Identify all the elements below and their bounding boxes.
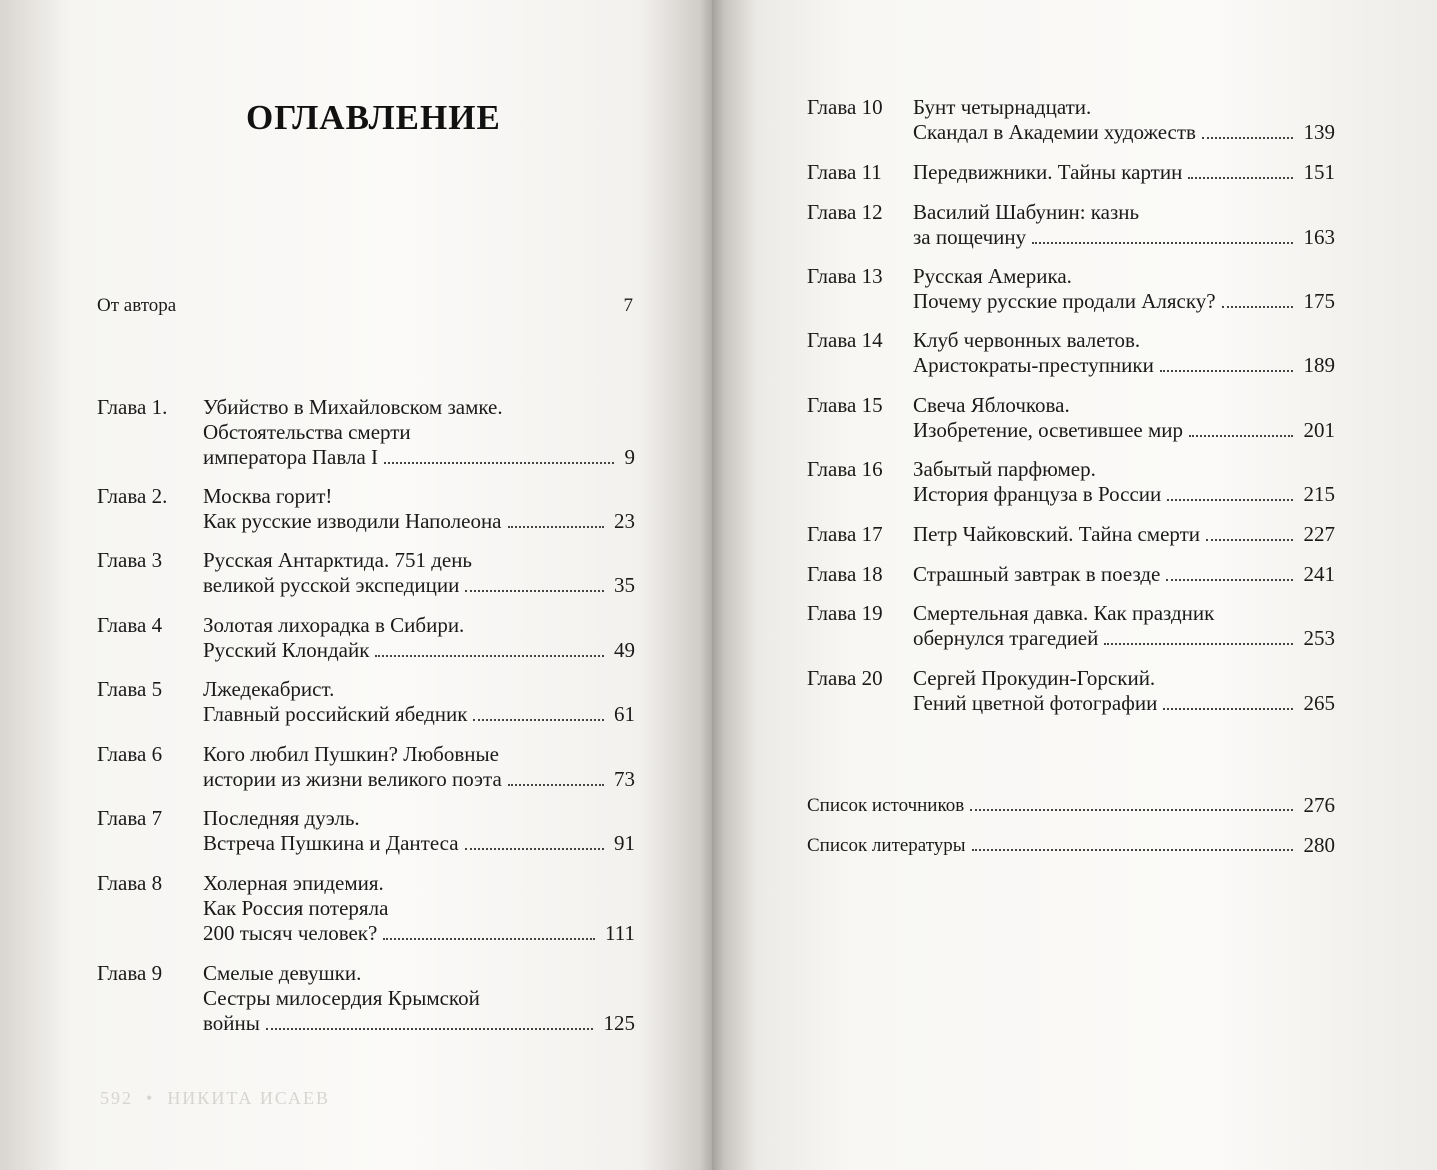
author-entry-page: 7 — [623, 295, 633, 316]
dot-leader — [384, 462, 614, 464]
chapter-title-line: Свеча Яблочкова. — [913, 393, 1070, 417]
chapter-number: Глава 10 — [807, 95, 883, 119]
chapter-number: Глава 14 — [807, 328, 883, 352]
toc-entry — [97, 484, 635, 534]
back-matter-label: Список источников — [807, 793, 1293, 818]
chapter-title-line: Убийство в Михайловском замке. — [203, 395, 503, 419]
toc-entry — [807, 562, 1335, 587]
chapter-page-number: 125 — [603, 1011, 635, 1035]
chapter-number: Глава 5 — [97, 677, 163, 701]
chapter-title-line: Изобретение, осветившее мир — [913, 418, 1293, 443]
chapter-page-number: 253 — [1303, 626, 1335, 650]
chapter-number: Глава 20 — [807, 666, 883, 690]
toc-entry — [807, 95, 1335, 145]
chapter-title-line: Смелые девушки. — [203, 961, 362, 985]
dot-leader — [473, 719, 604, 721]
chapter-title-line: Гений цветной фотографии — [913, 691, 1293, 716]
chapter-page-number: 163 — [1303, 225, 1335, 249]
book-spine — [700, 0, 724, 1170]
chapter-title-line: Забытый парфюмер. — [913, 457, 1096, 481]
chapter-title-line: Главный российский ябедник — [203, 702, 604, 727]
back-matter-page: 280 — [1303, 833, 1335, 857]
dot-leader — [383, 938, 595, 940]
author-entry-label: От автора — [97, 295, 177, 316]
chapter-title-line: Бунт четырнадцати. — [913, 95, 1092, 119]
chapter-title-line: История француза в России — [913, 482, 1293, 507]
chapter-title-line: Сергей Прокудин-Горский. — [913, 666, 1156, 690]
chapter-title-line: Русский Клондайк — [203, 638, 604, 663]
chapter-title-line: Москва горит! — [203, 484, 333, 508]
chapter-title-line: Обстоятельства смерти — [203, 420, 411, 444]
chapter-title-line: истории из жизни великого поэта — [203, 767, 604, 792]
chapter-page-number: 189 — [1303, 353, 1335, 377]
toc-title: ОГЛАВЛЕНИЕ — [246, 98, 501, 137]
dot-leader — [508, 784, 604, 786]
chapter-page-number: 35 — [614, 573, 635, 597]
dot-leader — [1222, 306, 1293, 308]
chapter-title-line: Встреча Пушкина и Дантеса — [203, 831, 604, 856]
chapter-title-line: императора Павла I — [203, 445, 614, 470]
footer-author: НИКИТА ИСАЕВ — [167, 1088, 331, 1108]
chapter-number: Глава 15 — [807, 393, 883, 417]
chapter-title-line: Смертельная давка. Как праздник — [913, 601, 1215, 625]
left-page — [0, 0, 712, 1170]
toc-entry — [97, 548, 635, 598]
chapter-title-line: Как Россия потеряла — [203, 896, 389, 920]
chapter-page-number: 9 — [624, 445, 635, 469]
dot-leader — [1188, 177, 1293, 179]
chapter-number: Глава 6 — [97, 742, 163, 766]
chapter-page-number: 175 — [1303, 289, 1335, 313]
chapter-title-line: Петр Чайковский. Тайна смерти — [913, 522, 1293, 547]
chapter-number: Глава 7 — [97, 806, 163, 830]
chapter-title-line: Аристократы-преступники — [913, 353, 1293, 378]
chapter-page-number: 265 — [1303, 691, 1335, 715]
toc-entry — [807, 264, 1335, 314]
chapter-title-line: Как русские изводили Наполеона — [203, 509, 604, 534]
chapter-title-line: обернулся трагедией — [913, 626, 1293, 651]
toc-entry — [97, 871, 635, 946]
toc-entry — [807, 200, 1335, 250]
chapter-number: Глава 11 — [807, 160, 882, 184]
chapter-number: Глава 16 — [807, 457, 883, 481]
dot-leader — [266, 1028, 593, 1030]
chapter-title-line: Холерная эпидемия. — [203, 871, 384, 895]
chapter-title-line: Последняя дуэль. — [203, 806, 360, 830]
chapter-title-line: Золотая лихорадка в Сибири. — [203, 613, 465, 637]
chapter-title-line: великой русской экспедиции — [203, 573, 604, 598]
chapter-number: Глава 8 — [97, 871, 163, 895]
chapter-page-number: 241 — [1303, 562, 1335, 586]
chapter-page-number: 227 — [1303, 522, 1335, 546]
chapter-title-line: 200 тысяч человек? — [203, 921, 595, 946]
dot-leader — [465, 848, 604, 850]
chapter-page-number: 215 — [1303, 482, 1335, 506]
toc-entry — [97, 395, 635, 470]
dot-leader — [1160, 370, 1293, 372]
chapter-title-line: Клуб червонных валетов. — [913, 328, 1141, 352]
chapter-page-number: 49 — [614, 638, 635, 662]
toc-entry — [97, 613, 635, 663]
chapter-page-number: 23 — [614, 509, 635, 533]
chapter-title-line: Скандал в Академии художеств — [913, 120, 1293, 145]
chapter-title-line: войны — [203, 1011, 593, 1036]
right-page — [712, 0, 1437, 1170]
toc-entry — [807, 457, 1335, 507]
toc-entry — [97, 806, 635, 856]
dot-leader — [1163, 708, 1293, 710]
toc-entry — [97, 961, 635, 1036]
chapter-number: Глава 12 — [807, 200, 883, 224]
chapter-title-line: Лжедекабрист. — [203, 677, 335, 701]
chapter-page-number: 73 — [614, 767, 635, 791]
dot-leader — [465, 590, 604, 592]
dot-leader — [1032, 242, 1293, 244]
chapter-title-line: Передвижники. Тайны картин — [913, 160, 1293, 185]
dot-leader — [508, 526, 604, 528]
chapter-number: Глава 3 — [97, 548, 163, 572]
chapter-page-number: 91 — [614, 831, 635, 855]
chapter-number: Глава 17 — [807, 522, 883, 546]
chapter-title-line: Кого любил Пушкин? Любовные — [203, 742, 499, 766]
chapter-number: Глава 18 — [807, 562, 883, 586]
chapter-title-line: Русская Антарктида. 751 день — [203, 548, 473, 572]
chapter-page-number: 111 — [605, 921, 635, 945]
dot-leader — [1166, 579, 1293, 581]
chapter-page-number: 139 — [1303, 120, 1335, 144]
toc-entry — [807, 393, 1335, 443]
chapter-title-line: Почему русские продали Аляску? — [913, 289, 1293, 314]
dot-leader — [1104, 643, 1293, 645]
chapter-number: Глава 19 — [807, 601, 883, 625]
chapter-title-line: Страшный завтрак в поезде — [913, 562, 1293, 587]
footer-left: 592 • НИКИТА ИСАЕВ — [100, 1088, 331, 1108]
footer-page-number: 592 — [100, 1088, 133, 1108]
dot-leader — [972, 849, 1293, 851]
toc-entry — [807, 601, 1335, 651]
dot-leader — [970, 809, 1293, 811]
chapter-number: Глава 13 — [807, 264, 883, 288]
chapter-page-number: 151 — [1303, 160, 1335, 184]
dot-leader — [1202, 137, 1293, 139]
back-matter-label: Список литературы — [807, 833, 1293, 858]
chapter-number: Глава 1. — [97, 395, 168, 419]
dot-leader — [1206, 539, 1293, 541]
toc-entry — [97, 742, 635, 792]
chapter-title-line: Василий Шабунин: казнь — [913, 200, 1140, 224]
toc-entry — [807, 328, 1335, 378]
dot-leader — [1189, 435, 1293, 437]
chapter-title-line: Сестры милосердия Крымской — [203, 986, 480, 1010]
toc-entry — [97, 677, 635, 727]
chapter-page-number: 201 — [1303, 418, 1335, 442]
chapter-title-line: Русская Америка. — [913, 264, 1072, 288]
toc-entry — [807, 666, 1335, 716]
chapter-number: Глава 4 — [97, 613, 163, 637]
dot-leader — [1167, 499, 1293, 501]
chapter-number: Глава 9 — [97, 961, 163, 985]
back-matter-page: 276 — [1303, 793, 1335, 817]
chapter-number: Глава 2. — [97, 484, 168, 508]
chapter-page-number: 61 — [614, 702, 635, 726]
chapter-title-line: за пощечину — [913, 225, 1293, 250]
dot-leader — [375, 655, 604, 657]
toc-entry — [807, 522, 1335, 547]
toc-entry — [807, 160, 1335, 185]
